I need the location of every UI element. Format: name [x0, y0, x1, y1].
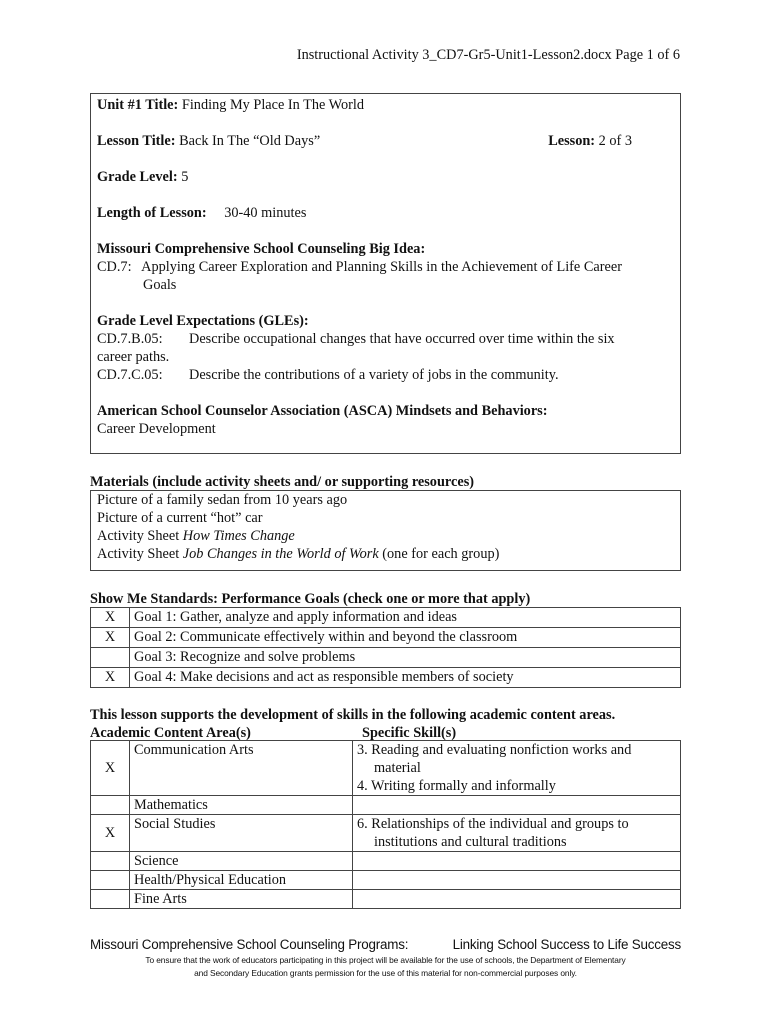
gle-item-1	[97, 330, 674, 348]
lesson-number	[548, 132, 632, 150]
footer-permission-note	[90, 954, 681, 980]
content-areas-heading: This lesson supports the development of skills in the following academic content areas.	[90, 707, 616, 723]
unit-title-value: Finding My Place In The World	[181, 97, 365, 113]
specific-skill	[353, 741, 681, 796]
area-check-mark	[91, 796, 130, 815]
content-area: Mathematics	[130, 796, 353, 815]
asca-heading: American School Counselor Association (ASCA) Mindsets and Behaviors:	[97, 403, 548, 419]
big-idea-text-cont: Goals	[143, 277, 177, 293]
activity-sheet-title: How Times Change	[182, 528, 295, 544]
grade-level-row	[97, 168, 674, 186]
big-idea-line	[97, 258, 674, 276]
standards-heading: Show Me Standards: Performance Goals (check one or more that apply)	[90, 591, 531, 607]
footer-note-line: To ensure that the work of educators participating in this project will be available for the use of schools, the Department of Elementary	[145, 955, 626, 965]
skill-item: 3. Reading and evaluating nonfiction works and material	[357, 742, 632, 776]
specific-skill	[353, 796, 681, 815]
goal-check-mark: X	[91, 608, 130, 628]
gle-item-1-code: CD.7.B.05:	[97, 331, 163, 347]
unit-title-label: Unit #1 Title:	[97, 97, 179, 113]
table-row	[91, 796, 681, 815]
lesson-number-label: Lesson:	[548, 133, 596, 149]
goal-text: Goal 1: Gather, analyze and apply information and ideas	[130, 608, 681, 628]
materials-box	[90, 490, 681, 571]
footer-program-name: Missouri Comprehensive School Counseling Programs:	[90, 937, 409, 952]
table-row	[91, 628, 681, 648]
goal-text: Goal 4: Make decisions and act as responsible members of society	[130, 668, 681, 688]
gle-item-2-text: Describe the contributions of a variety of jobs in the community.	[189, 367, 559, 383]
materials-item	[97, 545, 674, 563]
materials-heading: Materials (include activity sheets and/ or supporting resources)	[90, 474, 475, 490]
column-header-area: Academic Content Area(s)	[90, 725, 251, 741]
goal-text: Goal 3: Recognize and solve problems	[130, 648, 681, 668]
table-row	[91, 648, 681, 668]
content-areas-table	[90, 740, 681, 909]
lesson-title-label: Lesson Title:	[97, 133, 176, 149]
lesson-number-value: 2 of 3	[598, 133, 632, 149]
area-check-mark: X	[91, 741, 130, 796]
performance-goals-table	[90, 607, 681, 688]
big-idea-code: CD.7:	[97, 259, 132, 275]
big-idea-heading: Missouri Comprehensive School Counseling Big Idea:	[97, 241, 426, 257]
specific-skill	[353, 871, 681, 890]
gle-item-1-cont: career paths.	[97, 349, 170, 365]
content-area: Fine Arts	[130, 890, 353, 909]
gle-item-2-code: CD.7.C.05:	[97, 367, 163, 383]
materials-item-prefix: Activity Sheet	[97, 528, 183, 544]
big-idea-text: Applying Career Exploration and Planning Skills in the Achievement of Life Career	[141, 259, 622, 275]
grade-level-value: 5	[181, 169, 189, 185]
content-area: Science	[130, 852, 353, 871]
content-area: Communication Arts	[130, 741, 353, 796]
table-row	[91, 608, 681, 628]
area-check-mark	[91, 890, 130, 909]
goal-check-mark: X	[91, 668, 130, 688]
gle-item-2	[97, 366, 674, 384]
area-check-mark	[91, 852, 130, 871]
goal-text: Goal 2: Communicate effectively within and beyond the classroom	[130, 628, 681, 648]
table-row	[91, 668, 681, 688]
content-area: Social Studies	[130, 815, 353, 852]
gle-item-1-text: Describe occupational changes that have occurred over time within the six	[189, 331, 615, 347]
materials-item	[97, 527, 674, 545]
page-footer	[90, 936, 681, 954]
activity-sheet-title: Job Changes in the World of Work	[182, 546, 379, 562]
lesson-length-row	[97, 204, 674, 222]
goal-check-mark: X	[91, 628, 130, 648]
materials-item-prefix: Activity Sheet	[97, 546, 183, 562]
specific-skill	[353, 852, 681, 871]
content-area: Health/Physical Education	[130, 871, 353, 890]
footer-tagline: Linking School Success to Life Success	[452, 937, 681, 952]
lesson-length-value: 30-40 minutes	[224, 205, 307, 221]
column-header-skill: Specific Skill(s)	[362, 725, 457, 741]
area-check-mark: X	[91, 815, 130, 852]
lesson-length-label: Length of Lesson:	[97, 205, 207, 221]
table-row	[91, 890, 681, 909]
materials-item: Picture of a current “hot” car	[97, 510, 263, 526]
lesson-title-value: Back In The “Old Days”	[179, 133, 321, 149]
skill-item: 4. Writing formally and informally	[357, 778, 556, 794]
specific-skill	[353, 890, 681, 909]
document-header: Instructional Activity 3_CD7-Gr5-Unit1-Lesson2.docx Page 1 of 6	[296, 47, 680, 63]
unit-title-row	[97, 96, 674, 114]
specific-skill	[353, 815, 681, 852]
materials-item: Picture of a family sedan from 10 years ago	[97, 492, 348, 508]
materials-item-suffix: (one for each group)	[378, 546, 500, 562]
table-row	[91, 741, 681, 796]
area-check-mark	[91, 871, 130, 890]
gle-heading: Grade Level Expectations (GLEs):	[97, 313, 309, 329]
asca-value: Career Development	[97, 421, 216, 437]
unit-info-box	[90, 93, 681, 454]
grade-level-label: Grade Level:	[97, 169, 178, 185]
footer-note-line: and Secondary Education grants permission for the use of this material for non-commercial purposes only.	[194, 968, 577, 978]
lesson-title-row	[97, 132, 674, 150]
table-row	[91, 871, 681, 890]
skill-item: 6. Relationships of the individual and groups to institutions and cultural traditions	[357, 816, 629, 850]
table-row	[91, 815, 681, 852]
goal-check-mark	[91, 648, 130, 668]
table-row	[91, 852, 681, 871]
